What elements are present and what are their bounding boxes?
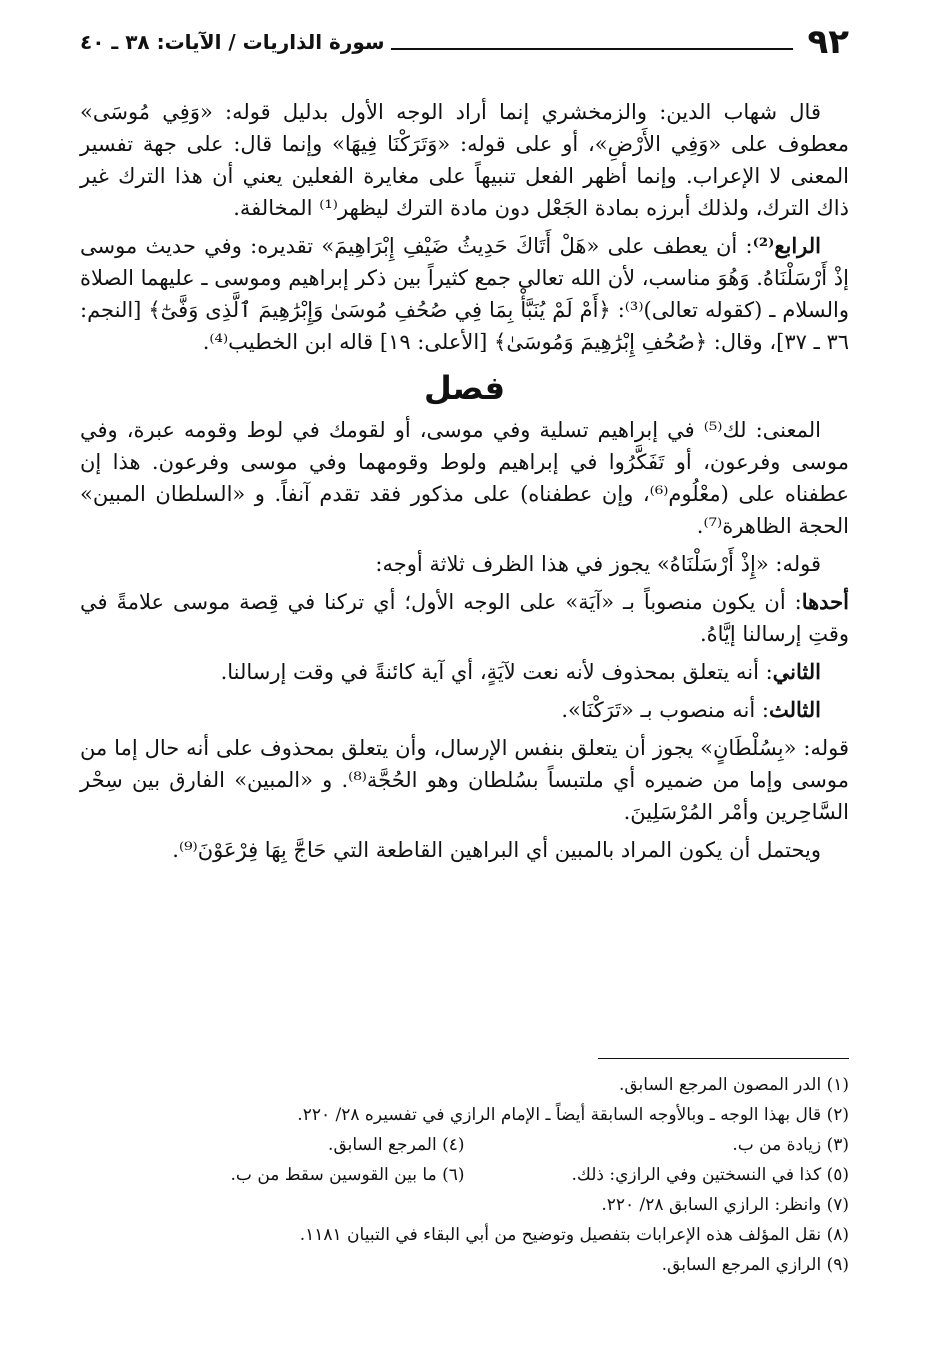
footnote-separator [598,1058,849,1059]
paragraph-lead: الثاني [772,659,821,684]
main-text [80,96,849,872]
footnote: (٦) ما بين القوسين سقط من ب. [230,1165,465,1185]
page-number: ٩٢ [807,22,849,62]
footnote: (٣) زيادة من ب. [732,1135,849,1155]
footnote: (١) الدر المصون المرجع السابق. [618,1075,849,1095]
paragraph: المعنى: لك⁽⁵⁾ في إبراهيم تسلية وفي موسى، أو لقومك في لوط وقومه عبرة، وفي موسى وفرعون، أو تَفَكَّرُوا في إبراهيم ولوط وقومهما وفي موسى وفرعون. هذا إن عطفناه على (معْلُوم⁽⁶⁾، وإن عطفناه) على مذكور فقد تقدم آنفاً. و «السلطان المبين» الحجة الظاهرة⁽⁷⁾. [80,418,849,538]
paragraph-lead: الثالث [769,697,821,722]
paragraph: الثاني: أنه يتعلق بمحذوف لأنه نعت لآيَةٍ، أي آية كائنةً في وقت إرسالنا. [220,659,821,684]
footnote: (٥) كذا في النسختين وفي الرازي: ذلك. [571,1165,849,1185]
running-title: سورة الذاريات / الآيات: ٣٨ ـ ٤٠ [80,30,385,54]
paragraph-lead: أحدها [801,589,849,614]
paragraph: قال شهاب الدين: والزمخشري إنما أراد الوجه الأول بدليل قوله: «وَفِي مُوسَى» معطوف على «وَفِي الأَرْضِ»، أو على قوله: «وَتَرَكْنَا فِيهَا» وإنما قال: على جهة تفسير المعنى لا الإعراب. وإنما أظهر الفعل تنبيهاً على مغايرة الفعلين يعني أن هذا الترك غير ذاك الترك، ولذلك أبرزه بمادة الجَعْل دون مادة الترك ليظهر⁽¹⁾ المخالفة. [80,100,849,220]
footnote: (٧) وانظر: الرازي السابق ٢٨/ ٢٢٠. [601,1195,849,1215]
paragraph-lead: الرابع⁽²⁾ [752,233,821,258]
footnote: (٨) نقل المؤلف هذه الإعرابات بتفصيل وتوضيح من أبي البقاء في التبيان ١١٨١. [299,1225,849,1245]
paragraph: الرابع⁽²⁾: أن يعطف على «هَلْ أَتَاكَ حَدِيثُ ضَيْفِ إِبْرَاهِيمَ» تقديره: وفي حديث موسى إذْ أَرْسَلْنَاهُ. وَهُوَ مناسب، لأن الله تعالى جمع كثيراً بين ذكر إبراهيم وموسى ـ عليهما الصلاة والسلام ـ (كقوله تعالى)⁽³⁾: ﴿أَمْ لَمْ يُنَبَّأْ بِمَا فِي صُحُفِ مُوسَىٰ وَإِبْرَٰهِيمَ ٱلَّذِى وَفَّىٰٓ﴾ [النجم: ٣٦ ـ ٣٧]، وقال: ﴿صُحُفِ إِبْرَٰهِيمَ وَمُوسَىٰ﴾ [الأعلى: ١٩] قاله ابن الخطيب⁽⁴⁾. [80,233,849,354]
footnote: (٩) الرازي المرجع السابق. [661,1255,849,1275]
paragraph: الثالث: أنه منصوب بـ «تَرَكْنَا». [561,697,821,722]
running-header [80,22,849,62]
paragraph: قوله: «بِسُلْطَانٍ» يجوز أن يتعلق بنفس الإرسال، وأن يتعلق بمحذوف على أنه حال إما من موسى وإما من ضميره أي ملتبساً بسُلطان وهو الحُجَّة⁽⁸⁾. و «المبين» الفارق بين سِحْر السَّاحِرين وأمْر المُرْسَلِينَ. [80,736,849,824]
paragraph: أحدها: أن يكون منصوباً بـ «آيَة» على الوجه الأول؛ أي تركنا في قِصة موسى علامةً في وقتِ إرسالنا إيَّاهُ. [80,589,849,646]
footnotes [80,1070,849,1280]
header-rule [391,48,794,50]
footnote: (٤) المرجع السابق. [328,1135,465,1155]
paragraph: قوله: «إِذْ أَرْسَلْنَاهُ» يجوز في هذا الظرف ثلاثة أوجه: [375,552,821,576]
section-heading: فصل [423,369,506,407]
paragraph: ويحتمل أن يكون المراد بالمبين أي البراهين القاطعة التي حَاجَّ بِهَا فِرْعَوْنَ⁽⁹⁾. [172,838,821,862]
footnote: (٢) قال بهذا الوجه ـ وبالأوجه السابقة أيضاً ـ الإمام الرازي في تفسيره ٢٨/ ٢٢٠. [297,1105,849,1125]
